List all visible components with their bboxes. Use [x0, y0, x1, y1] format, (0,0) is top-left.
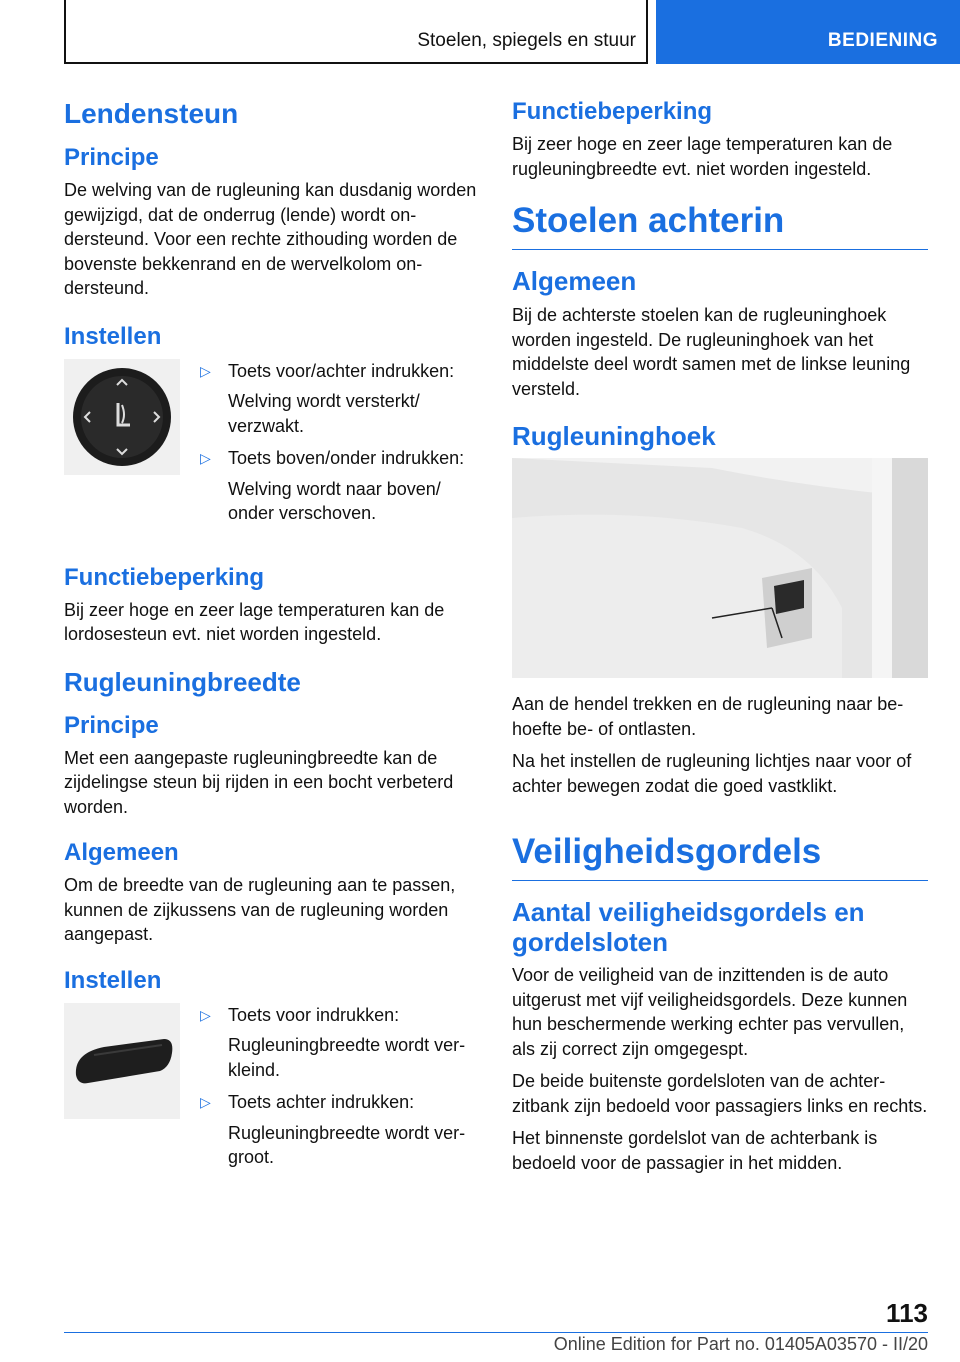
lumbar-control-image	[64, 359, 180, 475]
lendensteun-heading: Lendensteun	[64, 98, 239, 129]
triangle-right-icon: ▷	[200, 1094, 211, 1110]
algemeen-text: Bij de achterste stoelen kan de rugleuninghoek worden ingesteld. De rugleuninghoek van het middelste deel wordt samen met de linkse leuning versteld.	[512, 305, 911, 399]
rugleuninghoek-heading: Rugleuninghoek	[512, 421, 716, 451]
step-result: Rugleuningbreedte wordt vergroot.	[228, 1122, 466, 1167]
step-item	[200, 1090, 480, 1115]
page-number: 113	[886, 1298, 928, 1328]
rugleuninghoek-text-2: Na het instellen de rugleuning lichtjes naar voor of achter bewegen zodat die goed vastklikt.	[512, 751, 912, 796]
step-action: Toets voor indrukken:	[228, 1004, 400, 1025]
instellen-heading: Instellen	[64, 322, 162, 350]
rugleuninghoek-text-1: Aan de hendel trekken en de rugleuning naar behoefte be- of ontlasten.	[512, 694, 904, 739]
header-chapter-tab	[656, 0, 960, 64]
gordels-text-1: Voor de veiligheid van de inzittenden is de auto uitgerust met vijf veiligheidsgordels. Deze kunnen hun beschermende werking echter pas vervullen, als zij correct zijn omgegespt.	[512, 965, 908, 1059]
principe-text: De welving van de rugleuning kan dusdanig worden gewijzigd, dat de onderrug (lende) wordt ondersteund. Voor een rechte zithouding worden de bovenste bekkenrand en de wervelkolom ondersteund.	[64, 180, 477, 298]
principe-heading: Principe	[64, 144, 159, 171]
stoelen-achterin-heading: Stoelen achterin	[512, 201, 928, 250]
header-chapter-label: BEDIENING	[827, 30, 938, 51]
principe-heading: Principe	[64, 711, 159, 739]
functiebeperking-heading: Functiebeperking	[512, 98, 713, 125]
rugbreedte-instructions	[64, 1003, 480, 1178]
side-bolster-switch-icon	[64, 1003, 180, 1119]
rear-seat-lever-photo	[512, 458, 928, 678]
rear-seat-lever-illustration	[512, 458, 928, 678]
algemeen-text: Om de breedte van de rugleuning aan te passen, kunnen de zijkussens van de rugleuning worden aangepast.	[64, 875, 456, 944]
step-result: Rugleuningbreedte wordt verkleind.	[228, 1035, 466, 1080]
rugleuningbreedte-heading: Rugleuningbreedte	[64, 666, 301, 697]
lendensteun-instructions	[64, 359, 480, 534]
edition-note: Online Edition for Part no. 01405A03570 - II/20	[553, 1334, 928, 1354]
instellen-heading: Instellen	[64, 966, 162, 994]
triangle-right-icon: ▷	[200, 1006, 211, 1023]
functiebeperking-text: Bij zeer hoge en zeer lage temperaturen kan de rugleuningbreedte evt. niet worden ingesteld.	[512, 134, 893, 179]
step-action: Toets achter indrukken:	[228, 1092, 415, 1112]
step-item	[200, 359, 480, 384]
step-item	[200, 446, 480, 471]
functiebeperking-heading: Functiebeperking	[64, 563, 265, 591]
right-column	[512, 98, 928, 1183]
algemeen-heading: Algemeen	[512, 266, 637, 296]
left-column	[64, 98, 480, 1188]
step-result: Welving wordt versterkt/ verzwakt.	[228, 391, 420, 436]
gordels-text-3: Het binnenste gordelslot van de achterbank is bedoeld voor de passagier in het midden.	[512, 1128, 878, 1173]
lumbar-switch-icon	[64, 359, 180, 475]
veiligheidsgordels-heading: Veiligheidsgordels	[512, 832, 928, 881]
step-action: Toets voor/achter indrukken:	[228, 360, 455, 381]
functiebeperking-text: Bij zeer hoge en zeer lage temperaturen kan de lordosesteun evt. niet worden ingesteld.	[64, 599, 445, 644]
step-item	[200, 1003, 480, 1028]
principe-text: Met een aangepaste rugleuningbreedte kan de zijdelingse steun bij rijden in een bocht verbeterd worden.	[64, 747, 454, 817]
aantal-gordels-heading: Aantal veiligheidsgordels en gordelsloten	[512, 897, 865, 957]
algemeen-heading: Algemeen	[64, 839, 179, 866]
step-result: Welving wordt naar boven/ onder verschoven.	[228, 478, 441, 523]
step-action: Toets boven/onder indrukken:	[228, 448, 465, 468]
gordels-text-2: De beide buitenste gordelsloten van de achterzitbank zijn bedoeld voor passagiers links en rechts.	[512, 1071, 928, 1116]
triangle-right-icon: ▷	[200, 362, 211, 379]
triangle-right-icon: ▷	[200, 450, 211, 466]
footer-divider	[64, 1332, 928, 1333]
header-section-title: Stoelen, spiegels en stuur	[417, 30, 636, 51]
side-bolster-control-image	[64, 1003, 180, 1119]
